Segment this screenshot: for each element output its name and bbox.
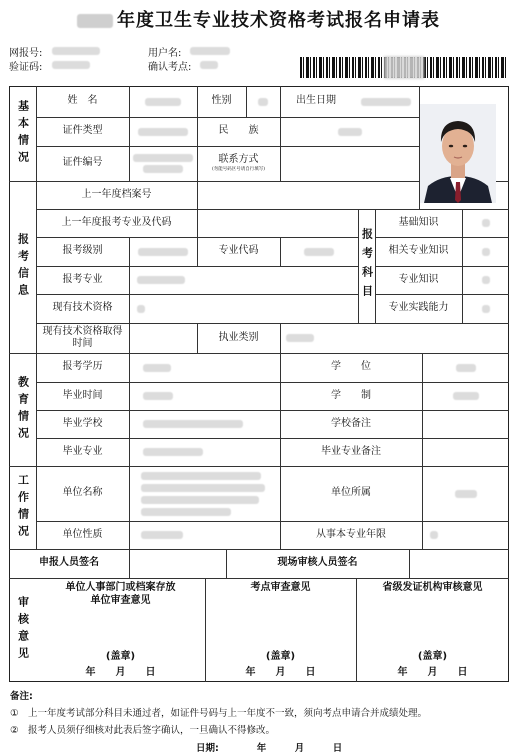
value-degree: [422, 353, 509, 382]
label-edu-level: 报考学历: [62, 361, 103, 373]
value-grad-time: [129, 382, 280, 410]
section-education: 教育情况: [16, 375, 30, 444]
label-grad-school: 毕业学校: [62, 417, 103, 429]
label-practice-type: 执业类别: [218, 331, 259, 343]
value-contact: [280, 146, 419, 181]
user-label: 用户名:: [148, 48, 182, 59]
label-unit-nature: 单位性质: [62, 528, 103, 540]
subject-major-value: [462, 266, 509, 294]
verify-label: 验证码:: [9, 62, 43, 73]
notes-title: 备注:: [10, 691, 33, 702]
label-contact-note: (勿能号码区号请自行填写): [211, 166, 265, 172]
label-degree: 学 位: [331, 361, 371, 373]
label-reviewer-sign: 现场审核人员签名: [277, 557, 358, 569]
confirm-label: 确认考点:: [148, 62, 192, 73]
form-title-text: 年度卫生专业技术资格考试报名申请表: [117, 10, 440, 31]
label-applicant-sign: 申报人员签名: [39, 557, 99, 569]
value-grad-major-note: [422, 438, 509, 466]
label-level: 报考级别: [62, 245, 103, 257]
value-level: [129, 237, 197, 266]
barcode-redaction: [384, 56, 424, 79]
seal-2: (盖章): [265, 650, 296, 662]
label-ethnic: 民 族: [218, 125, 259, 137]
label-grad-major-note: 毕业专业备注: [321, 445, 381, 457]
label-id-no: 证件编号: [62, 157, 103, 169]
verify-value: [52, 61, 90, 69]
label-cur-qual-time: 现有技术资格取得时间: [42, 325, 123, 349]
label-prev-archive: 上一年度档案号: [81, 188, 152, 200]
date-1: 年 月 日: [85, 666, 156, 678]
value-major: [129, 266, 358, 294]
section-review: 审核意见: [16, 596, 30, 664]
subject-major: 专业知识: [398, 273, 439, 285]
value-unit-region: [422, 466, 509, 521]
label-cur-qual: 现有技术资格: [52, 302, 113, 314]
value-birth: [352, 86, 419, 117]
value-unit-nature: [129, 521, 280, 549]
label-grad-time: 毕业时间: [62, 389, 103, 401]
value-grad-school: [129, 410, 280, 438]
note-2: ② 报考人员须仔细核对此表后签字确认，一旦确认不得修改。: [10, 725, 276, 736]
label-contact-text: 联系方式: [218, 154, 259, 166]
value-id-type: [129, 117, 197, 146]
opinion-province: 省级发证机构审核意见: [382, 582, 483, 593]
section-work: 工作情况: [16, 473, 30, 542]
bottom-date: 日期: 年 月 日: [196, 743, 343, 754]
label-school-system: 学 制: [331, 389, 371, 401]
label-prev-major: 上一年度报考专业及代码: [61, 216, 172, 228]
net-no-value: [52, 47, 100, 55]
value-cur-qual: [129, 294, 358, 323]
label-grad-major: 毕业专业: [62, 445, 103, 457]
label-years: 从事本专业年限: [316, 528, 386, 540]
label-contact: [197, 146, 280, 181]
subject-basic-value: [462, 209, 509, 237]
label-unit-name: 单位名称: [62, 487, 103, 499]
label-unit-region: 单位所属: [331, 487, 371, 499]
value-years: [422, 521, 509, 549]
section-basic: 基本情况: [16, 99, 30, 168]
opinion-exam-site: 考点审查意见: [250, 582, 311, 593]
user-value: [190, 47, 230, 55]
date-2: 年 月 日: [245, 666, 316, 678]
note-1: ① 上一年度考试部分科目未通过者，如证件号码与上一年度不一致，须向考点申请合并成绩处理。: [10, 708, 428, 719]
year-redacted: [77, 14, 113, 28]
subject-practice: 专业实践能力: [388, 302, 449, 314]
value-grad-major: [129, 438, 280, 466]
value-edu-level: [129, 353, 280, 382]
section-subject: 报考科目: [360, 228, 374, 304]
subject-practice-value: [462, 294, 509, 323]
value-id-no: [129, 146, 197, 181]
label-school-note: 学校备注: [331, 417, 371, 429]
subject-basic: 基础知识: [398, 216, 439, 228]
net-no-label: 网报号:: [9, 48, 43, 59]
label-gender: 性别: [211, 95, 232, 107]
value-unit-name: [129, 466, 280, 521]
value-practice-type: [280, 323, 509, 353]
label-id-type: 证件类型: [62, 125, 103, 137]
label-major: 报考专业: [62, 273, 103, 285]
value-major-code: [280, 237, 358, 266]
value-gender: [246, 86, 280, 117]
subject-related-value: [462, 237, 509, 266]
applicant-photo: [420, 104, 496, 203]
confirm-value: [200, 61, 218, 69]
opinion-unit: 单位人事部门或档案存放单位审查意见: [65, 582, 176, 606]
subject-related: 相关专业知识: [388, 245, 449, 257]
value-school-note: [422, 410, 509, 438]
form-title: [0, 6, 517, 32]
label-name: 姓 名: [67, 95, 98, 107]
date-3: 年 月 日: [397, 666, 468, 678]
label-birth: 出生日期: [296, 95, 336, 107]
seal-1: (盖章): [105, 650, 136, 662]
label-major-code: 专业代码: [218, 245, 259, 257]
value-name: [129, 86, 197, 117]
section-exam: 报考信息: [16, 233, 30, 301]
value-ethnic: [280, 117, 419, 146]
seal-3: (盖章): [417, 650, 448, 662]
value-school-system: [422, 382, 509, 410]
